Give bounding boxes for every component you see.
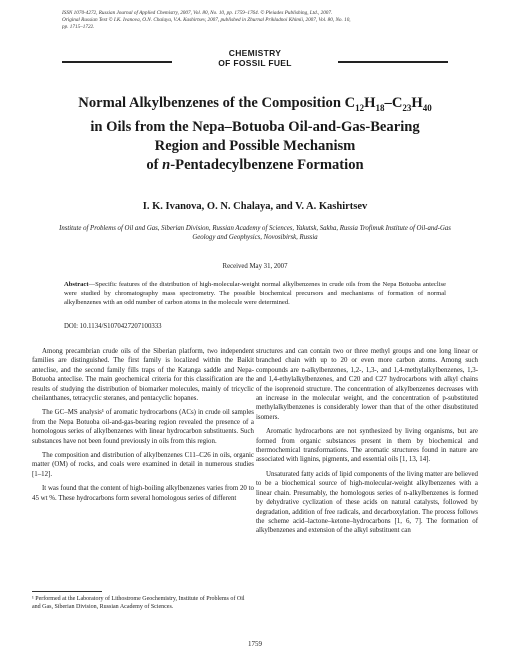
header-line: Original Russian Text © I.K. Ivanova, O.N. Chalaya, V.A. Kashirtsev, 2007, published in Zhurnal Prikladnoi Khimii, 2007, Vol. 80, No. 10, [62,17,351,23]
page-number: 1759 [248,640,262,648]
article-title: Normal Alkylbenzenes of the Composition $C_{12}H_{18}-C_{23}H_{40}$ in Oils from the Nepa–Botuoba Oil-and-Gas-Bearing Region and Possible Mechanism of n-Pentadecylbenzene Formation [78,95,432,173]
paragraph: It was found that the content of high-boiling alkylbenzenes varies from 20 to 45 wt %. These hydrocarbons form several homologous series of different [32,485,254,502]
abstract-label: Abstract [64,281,89,288]
paragraph: Unsaturated fatty acids of lipid components of the living matter are believed to be a biochemical source of high-molecular-weight alkylbenzenes with a linear chain. Presumably, the homologous series of n-alkylbenzenes is formed by dehydrative cyclization of these acids on natural catalysts, followed by degradation, addition of free radicals, and decarboxylation. The process follows the scheme acid–lactone–ketone–hydrocarbons [1, 6, 7]. The formation of alkylbenzenes and extension of the alkyl substituent can [256,470,478,535]
footnote-rule [32,591,102,592]
section-label: CHEMISTRY OF FOSSIL FUEL [218,48,292,68]
body-column-right [256,347,478,541]
affiliation: Institute of Problems of Oil and Gas, Siberian Division, Russian Academy of Sciences, Yakutsk, Sakha, Russia Trofimuk Institute of Oil-and-Gas Geology and Geophysics, Novosibirsk, Russia [59,225,451,241]
body-column-left [32,347,254,508]
authors: I. K. Ivanova, O. N. Chalaya, and V. A. Kashirtsev [142,201,368,212]
paragraph: The GC–MS analysis¹ of aromatic hydrocarbons (ACs) in crude oil samples from the Nepa Botuoba oil-and-gas-bearing region revealed the presence of a homologous series of alkylbenzenes with linear hydrocarbon substituents. Such substances have not been found previously in oils from this region. [32,409,254,445]
journal-header [62,10,462,31]
section-banner [62,48,448,72]
footnote: ¹ Performed at the Laboratory of Lithostrome Geochemistry, Institute of Problems of Oil and Gas, Siberian Division, Russian Academy of Sciences. [32,596,245,610]
abstract-text: —Specific features of the distribution of high-molecular-weight normal alkylbenzenes in crude oils from the Nepa Botuoba anteclise were studied by chromatography mass spectrometry. The possible biochemical precursors and mechanisms of formation of normal alkylbenzenes with an odd number of carbon atoms in the molecule were determined. [64,281,446,307]
paragraph: structures and can contain two or three methyl groups and one long linear or branched chain with up to 20 or even more carbon atoms. Among such compounds are n-alkylbenzenes, 1,2-, 1,3-, and 1,4-methylalkylbenzenes, 1,3- and 1,4-ethylalkylbenzenes, and C20 and C27 hydrocarbons with alkyl chains of the isoprenoid structure. The concentration of alkylbenzenes decreases with an increase in the molecular weight, and the concentration of p-substituted methylalkylbenzenes is considerably lower than that of the other disubstituted isomers. [256,348,478,421]
header-line: pp. 1715–1722. [62,24,95,30]
doi: DOI: 10.1134/S1070427207100333 [64,323,162,330]
banner-rule-left [62,61,172,63]
paragraph: Among precambrian crude oils of the Siberian platform, two independent families are distinguished. The first family is localized within the Baikit anteclise, and the second family fills traps of the Katanga saddle and Nepa-Botuoba anteclise. The main geochemical criteria for this classification are the results of studying the distribution of biomarker molecules, mainly of tricyclic cheilanthanes, tetracyclic steranes, and pentacyclic hopanes. [32,348,254,403]
header-line: ISSN 1070-4272, Russian Journal of Applied Chemistry, 2007, Vol. 80, No. 10, pp. 1759–1764. © Pleiades Publishing, Ltd., 2007. [62,10,333,16]
paragraph: The composition and distribution of alkylbenzenes C11–C26 in oils, organic matter (OM) of rocks, and coals were examined in detail in numerous studies [1–12]. [32,452,254,478]
abstract [64,280,446,308]
paragraph: Aromatic hydrocarbons are not synthesized by living organisms, but are formed from organic substances present in them by biochemical and thermochemical transformations. The aromatic structures found in nature are associated with lignins, pigments, and essential oils [1, 13, 14]. [256,428,478,464]
received-date: Received May 31, 2007 [222,263,288,270]
banner-rule-right [338,61,448,63]
